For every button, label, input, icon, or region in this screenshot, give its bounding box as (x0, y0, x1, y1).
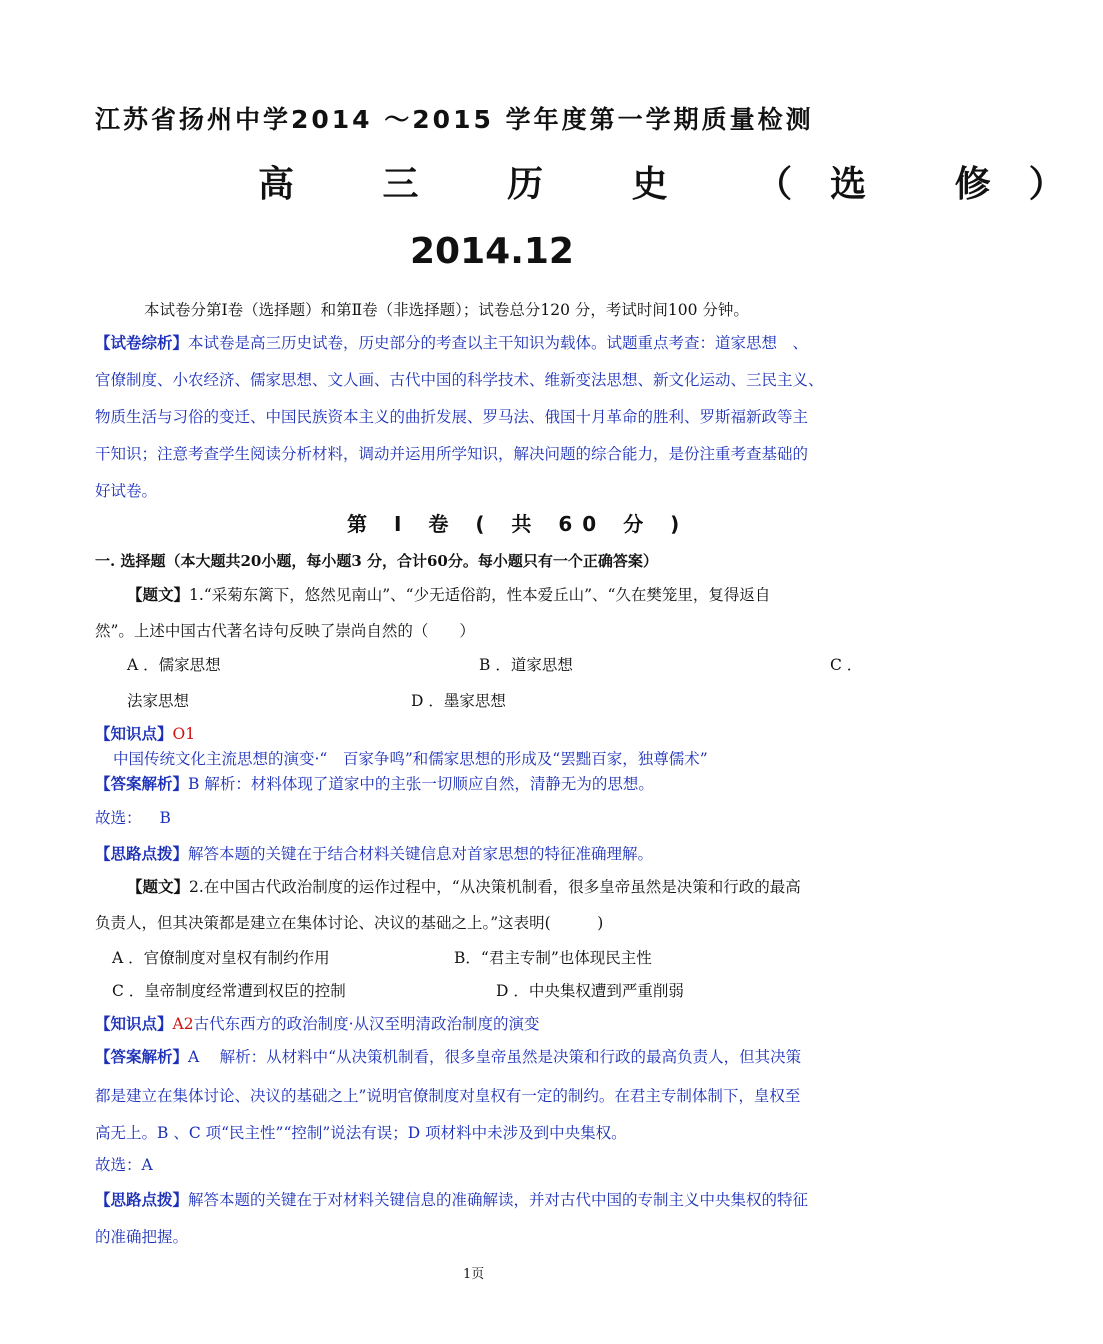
q2-option-a: A ．官僚制度对皇权有制约作用 (112, 949, 330, 967)
q2-choose (95, 1147, 153, 1183)
q2-answer-line-3: 高无上。B 、C 项“民主性”“控制”说法有误；D 项材料中未涉及到中央集权。 (95, 1124, 627, 1142)
q1-option-b: B ．道家思想 (479, 656, 573, 674)
q2-option-c: C ．皇帝制度经常遭到权臣的控制 (112, 982, 346, 1000)
q2-tag: 【题文】 (127, 877, 190, 896)
q1-hint (95, 836, 653, 872)
q2-kp-tag: 【知识点】 (95, 1014, 173, 1033)
q1-option-c-label: C ． (830, 656, 863, 674)
q2-option-b: B．“君主专制”也体现民主性 (454, 949, 652, 967)
exam-date: 2014.12 (410, 231, 574, 272)
q2-choose-value: A (141, 1156, 153, 1174)
overview-line-3: 物质生活与习俗的变迁、中国民族资本主义的曲折发展、罗马法、俄国十月革命的胜利、罗斯福新政等主 (95, 408, 809, 426)
q1-kp-tag: 【知识点】 (95, 724, 173, 743)
q1-tag: 【题文】 (127, 585, 190, 604)
overview-tag: 【试卷综析】 (95, 333, 189, 352)
exam-intro: 本试卷分第Ⅰ卷（选择题）和第Ⅱ卷（非选择题）；试卷总分120 分，考试时间100 分钟。 (144, 301, 749, 319)
section-title: 第 I 卷 ( 共 60 分 ) (347, 512, 690, 536)
q1-option-d: D ．墨家思想 (411, 692, 506, 710)
overview-line-4: 干知识；注意考查学生阅读分析材料，调动并运用所学知识，解决问题的综合能力，是份注重考查基础的 (95, 445, 809, 463)
q1-ans-tag: 【答案解析】 (95, 774, 189, 793)
q1-ans-text: B 解析：材料体现了道家中的主张一切顺应自然，清静无为的思想。 (188, 775, 654, 793)
overview-text: 本试卷是高三历史试卷，历史部分的考查以主干知识为载体。试题重点考查：道家思想 、 (188, 334, 809, 352)
q1-option-a: A ．儒家思想 (127, 656, 221, 674)
q1-stem-line-2: 然”。上述中国古代著名诗句反映了崇尚自然的（ ） (95, 622, 475, 640)
q2-answer-line-1 (95, 1039, 801, 1075)
q2-kp-text: 古代东西方的政治制度·从汉至明清政治制度的演变 (193, 1015, 540, 1033)
q2-hint-line-2: 的准确把握。 (95, 1228, 189, 1246)
part-heading: 一. 选择题（本大题共20小题，每小题3 分，合计60分。每小题只有一个正确答案） (95, 552, 658, 570)
q2-stem-line-2: 负责人，但其决策都是建立在集体讨论、决议的基础之上。”这表明( ) (95, 914, 604, 932)
q2-hint-text: 解答本题的关键在于对材料关键信息的准确解读，并对古代中国的专制主义中央集权的特征 (188, 1191, 809, 1209)
q2-knowledge-point (95, 1006, 540, 1042)
q1-hint-tag: 【思路点拨】 (95, 844, 189, 863)
overview-line-1 (95, 325, 808, 361)
q2-kp-code: A2 (172, 1015, 194, 1033)
q1-hint-text: 解答本题的关键在于结合材料关键信息对首家思想的特征准确理解。 (188, 845, 654, 863)
q1-stem-line-1 (127, 577, 770, 613)
overview-line-5: 好试卷。 (95, 482, 158, 500)
q1-kp-code: O1 (172, 725, 196, 743)
page-number: 1页 (463, 1267, 485, 1282)
q1-stem-text: 1.“采菊东篱下，悠然见南山”、“少无适俗韵，性本爱丘山”、“久在樊笼里，复得返自 (189, 586, 771, 604)
q1-option-c-text: 法家思想 (127, 692, 190, 710)
q2-answer-line-2: 都是建立在集体讨论、决议的基础之上”说明官僚制度对皇权有一定的制约。在君主专制体制下，皇权至 (95, 1087, 801, 1105)
q1-choose-label: 故选： (95, 809, 142, 827)
exam-school-title: 江苏省扬州中学2014 ～2015 学年度第一学期质量检测 (95, 105, 814, 134)
q1-choose-value: B (159, 809, 171, 827)
q1-answer (95, 766, 654, 802)
q2-hint-line-1 (95, 1182, 808, 1218)
q1-choose (95, 800, 171, 836)
q1-knowledge-text: 中国传统文化主流思想的演变·“ 百家争鸣”和儒家思想的形成及“罢黜百家，独尊儒术” (113, 750, 708, 768)
q2-ans-text: A 解析：从材料中“从决策机制看，很多皇帝虽然是决策和行政的最高负责人，但其决策 (188, 1048, 802, 1066)
q2-hint-tag: 【思路点拨】 (95, 1190, 189, 1209)
exam-subject-title: 高 三 历 史 （选 修） (258, 164, 1103, 205)
q2-stem-line-1 (127, 869, 801, 905)
q2-ans-tag: 【答案解析】 (95, 1047, 189, 1066)
q2-stem-text: 2.在中国古代政治制度的运作过程中，“从决策机制看，很多皇帝虽然是决策和行政的最高 (189, 878, 801, 896)
q2-choose-label: 故选： (95, 1156, 142, 1174)
q2-option-d: D ．中央集权遭到严重削弱 (496, 982, 684, 1000)
overview-line-2: 官僚制度、小农经济、儒家思想、文人画、古代中国的科学技术、维新变法思想、新文化运动、三民主义、 (95, 371, 824, 389)
